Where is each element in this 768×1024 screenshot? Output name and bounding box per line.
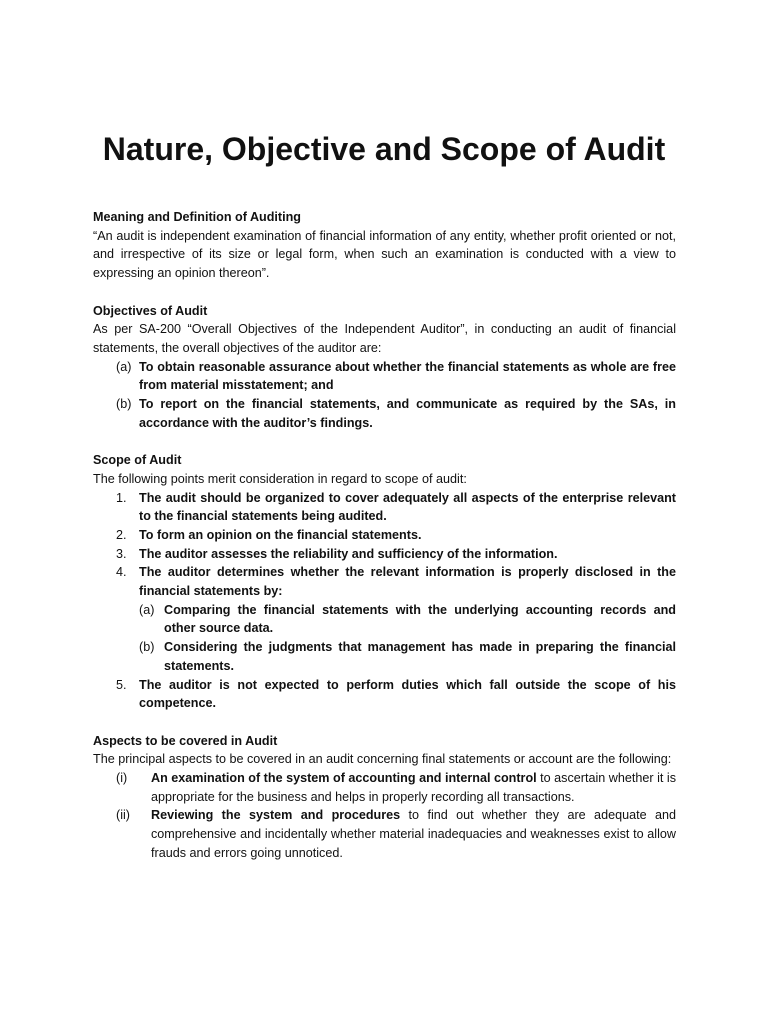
list-item xyxy=(93,395,676,432)
list-marker: 5. xyxy=(116,677,127,692)
list-item-text: Comparing the financial statements with the underlying accounting records and other source data. xyxy=(164,602,676,636)
page-title: Nature, Objective and Scope of Audit xyxy=(102,131,666,167)
sub-list-item xyxy=(93,601,676,638)
list-item xyxy=(93,526,676,545)
list-item-continuation: to ascertain whether it is appropriate for the business and helps in properly recording all transactions. xyxy=(151,771,677,804)
aspects-intro: The principal aspects to be covered in an audit concerning final statements or account are the following: xyxy=(93,752,672,767)
sub-list-item xyxy=(93,638,676,675)
list-item-text: To obtain reasonable assurance about whether the financial statements as whole are free from material misstatement; and xyxy=(139,359,676,393)
list-item-text xyxy=(151,806,676,862)
list-item-emphasis: An examination of the system of accounting and internal control xyxy=(151,771,537,786)
list-item xyxy=(93,545,676,564)
list-marker: (i) xyxy=(116,771,128,786)
objectives-intro: As per SA-200 “Overall Objectives of the Independent Auditor”, in conducting an audit of financial statements, the overall objectives of the auditor are: xyxy=(93,322,676,355)
list-item-text: The auditor assesses the reliability and sufficiency of the information. xyxy=(139,546,558,561)
meaning-section xyxy=(93,208,676,283)
list-marker: 4. xyxy=(116,565,127,580)
meaning-definition-text: “An audit is independent examination of financial information of any entity, whether profit oriented or not, and irrespective of its size or legal form, when such an examination is conducted with a view to expressing an opinion thereon”. xyxy=(93,228,676,281)
list-marker: (a) xyxy=(139,602,155,617)
list-item xyxy=(93,358,676,395)
objectives-section xyxy=(93,302,676,433)
list-item-text: To report on the financial statements, and communicate as required by the SAs, in accordance with the auditor’s findings. xyxy=(139,397,676,430)
list-item-text: To form an opinion on the financial statements. xyxy=(139,527,422,542)
document-body xyxy=(93,208,676,863)
list-item xyxy=(93,769,676,806)
list-marker: (b) xyxy=(139,640,155,655)
list-marker: (b) xyxy=(116,397,132,412)
list-marker: 1. xyxy=(116,490,127,505)
list-marker: (a) xyxy=(116,359,132,374)
list-item-text: The audit should be organized to cover adequately all aspects of the enterprise relevant to the financial statements being audited. xyxy=(139,490,676,524)
list-item-text xyxy=(151,769,676,806)
list-item xyxy=(93,806,676,862)
list-marker: 2. xyxy=(116,527,127,542)
section-heading-aspects: Aspects to be covered in Audit xyxy=(93,733,278,748)
section-heading-scope: Scope of Audit xyxy=(93,453,182,468)
list-item xyxy=(93,563,676,600)
list-item-text: Considering the judgments that management has made in preparing the financial statements. xyxy=(164,640,676,673)
list-item xyxy=(93,676,676,713)
list-marker: 3. xyxy=(116,546,127,561)
list-item-continuation: to find out whether they are adequate and comprehensive and incidentally whether material inadequacies and weaknesses exist to allow frauds and errors going unnoticed. xyxy=(151,808,676,860)
section-heading-objectives: Objectives of Audit xyxy=(93,303,208,318)
list-item-emphasis: Reviewing the system and procedures xyxy=(151,808,401,823)
spacer xyxy=(93,432,676,451)
aspects-section xyxy=(93,732,676,863)
list-item-text: The auditor is not expected to perform duties which fall outside the scope of his competence. xyxy=(139,677,676,711)
scope-intro: The following points merit consideration in regard to scope of audit: xyxy=(93,471,467,486)
list-item xyxy=(93,489,676,526)
scope-section xyxy=(93,451,676,713)
list-item-text: The auditor determines whether the relevant information is properly disclosed in the financial statements by: xyxy=(139,565,676,599)
section-heading-meaning: Meaning and Definition of Auditing xyxy=(93,210,301,224)
spacer xyxy=(93,283,676,302)
list-marker: (ii) xyxy=(116,808,130,823)
spacer xyxy=(93,713,676,732)
